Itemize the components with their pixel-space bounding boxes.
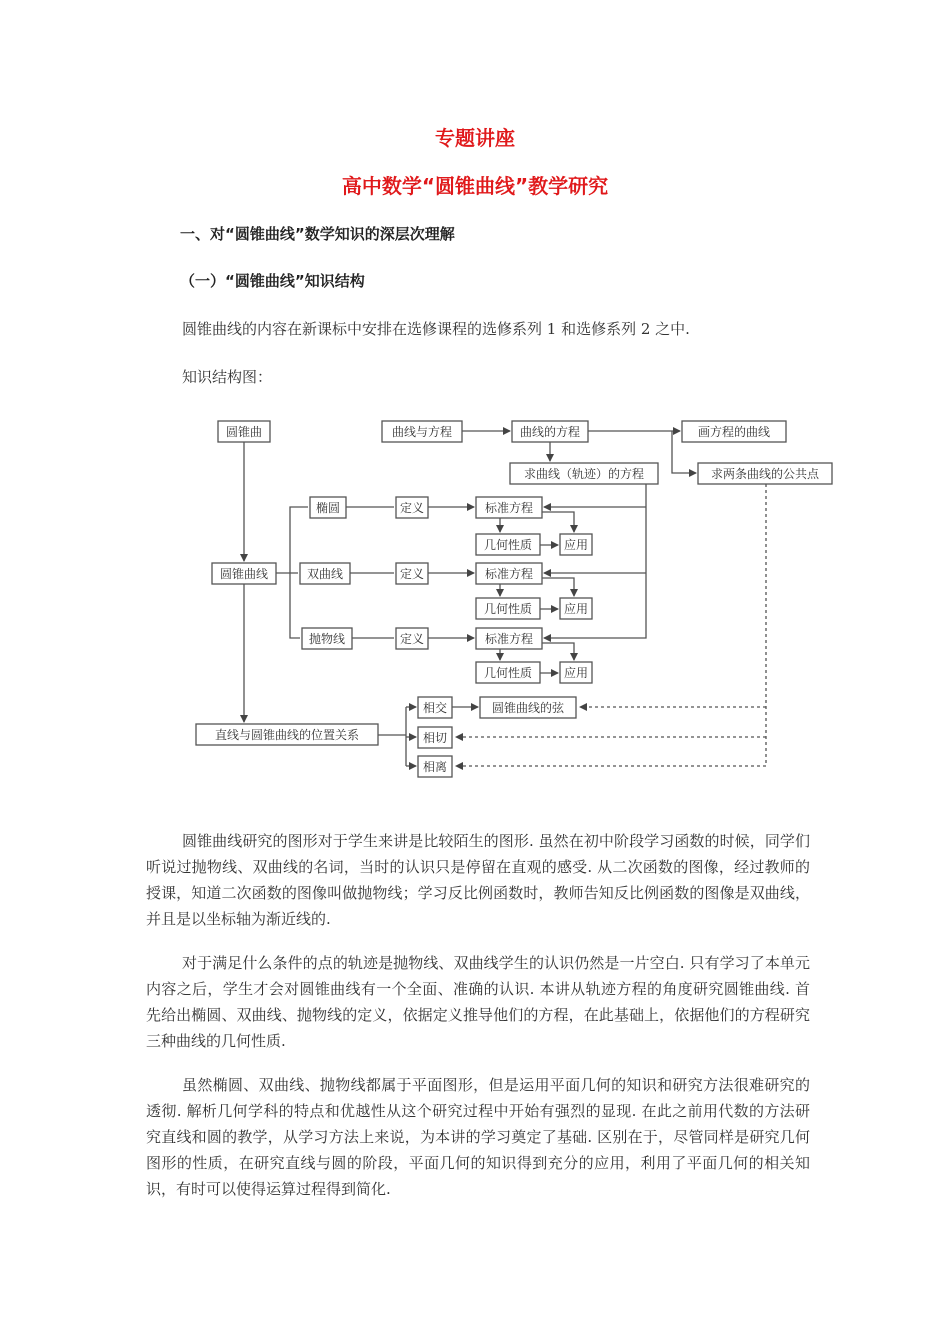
label-intersect-pts: 求两条曲线的公共点 [710,467,820,481]
paragraph-1: 圆锥曲线研究的图形对于学生来讲是比较陌生的图形. 虽然在初中阶段学习函数的时候，同学们听说过抛物线、双曲线的名词，当时的认识只是停留在直观的感受. 从二次函数的图像，经过教师的授课，知道二次函数的图像叫做抛物线；学习反比例函数时，教师告知反比例函数的图像是双曲线，并且是以坐标轴为渐近线的. [146,832,810,928]
label-standard-eq: 标准方程 [484,632,534,646]
paragraph-2: 对于满足什么条件的点的轨迹是抛物线、双曲线学生的认识仍然是一片空白. 只有学习了本单元内容之后，学生才会对圆锥曲线有一个全面、准确的认识. 本讲从轨迹方程的角度研究圆锥曲线. 首先给出椭圆、双曲线、抛物线的定义，依据定义推导他们的方程，在此基础上，依据他们的方程研究三种曲线的几何性质. [146,954,810,1050]
label-geo-props: 几何性质 [483,602,533,616]
label-ellipse: 椭圆 [315,501,341,515]
label-intersecting: 相交 [422,701,448,715]
label-tangent: 相切 [422,731,448,745]
page-title: 专题讲座 [435,126,515,150]
label-chord: 圆锥曲线的弦 [491,701,565,715]
label-separate: 相离 [422,760,448,774]
section-subheading: （一）“圆锥曲线”知识结构 [180,272,365,290]
paragraph-3: 虽然椭圆、双曲线、抛物线都属于平面图形，但是运用平面几何的知识和研究方法很难研究的透彻. 解析几何学科的特点和优越性从这个研究过程中开始有强烈的显现. 在此之前用代数的方法研究直线和圆的教学，从学习方法上来说，为本讲的学习奠定了基础. 区别在于，尽管同样是研究几何图形的性质，在研究直线与圆的阶段，平面几何的知识得到充分的应用，利用了平面几何的相关知识，有时可以使得运算过程得到简化. [146,1076,810,1198]
page-subtitle: 高中数学“圆锥曲线”教学研究 [341,174,609,198]
label-geo-props: 几何性质 [483,666,533,680]
label-eq-of-curve: 曲线的方程 [519,425,581,439]
label-conics: 圆锥曲线 [219,567,269,581]
label-definition: 定义 [399,501,425,515]
label-line-conic: 直线与圆锥曲线的位置关系 [214,728,360,742]
label-geo-props: 几何性质 [483,538,533,552]
label-parabola: 抛物线 [308,632,346,646]
label-curve-eq: 曲线与方程 [391,425,453,439]
label-application: 应用 [563,538,589,552]
label-hyperbola: 双曲线 [306,567,344,581]
diagram-label: 知识结构图： [182,368,273,386]
label-cone: 圆锥曲 [225,425,263,439]
label-definition: 定义 [399,567,425,581]
section-heading: 一、对“圆锥曲线”数学知识的深层次理解 [180,225,455,243]
label-curve-of-eq: 画方程的曲线 [697,425,771,439]
label-application: 应用 [563,666,589,680]
label-find-eq: 求曲线（轨迹）的方程 [523,467,645,481]
intro-text: 圆锥曲线的内容在新课标中安排在选修课程的选修系列 1 和选修系列 2 之中. [182,320,690,338]
label-application: 应用 [563,602,589,616]
label-standard-eq: 标准方程 [484,501,534,515]
label-definition: 定义 [399,632,425,646]
label-standard-eq: 标准方程 [484,567,534,581]
